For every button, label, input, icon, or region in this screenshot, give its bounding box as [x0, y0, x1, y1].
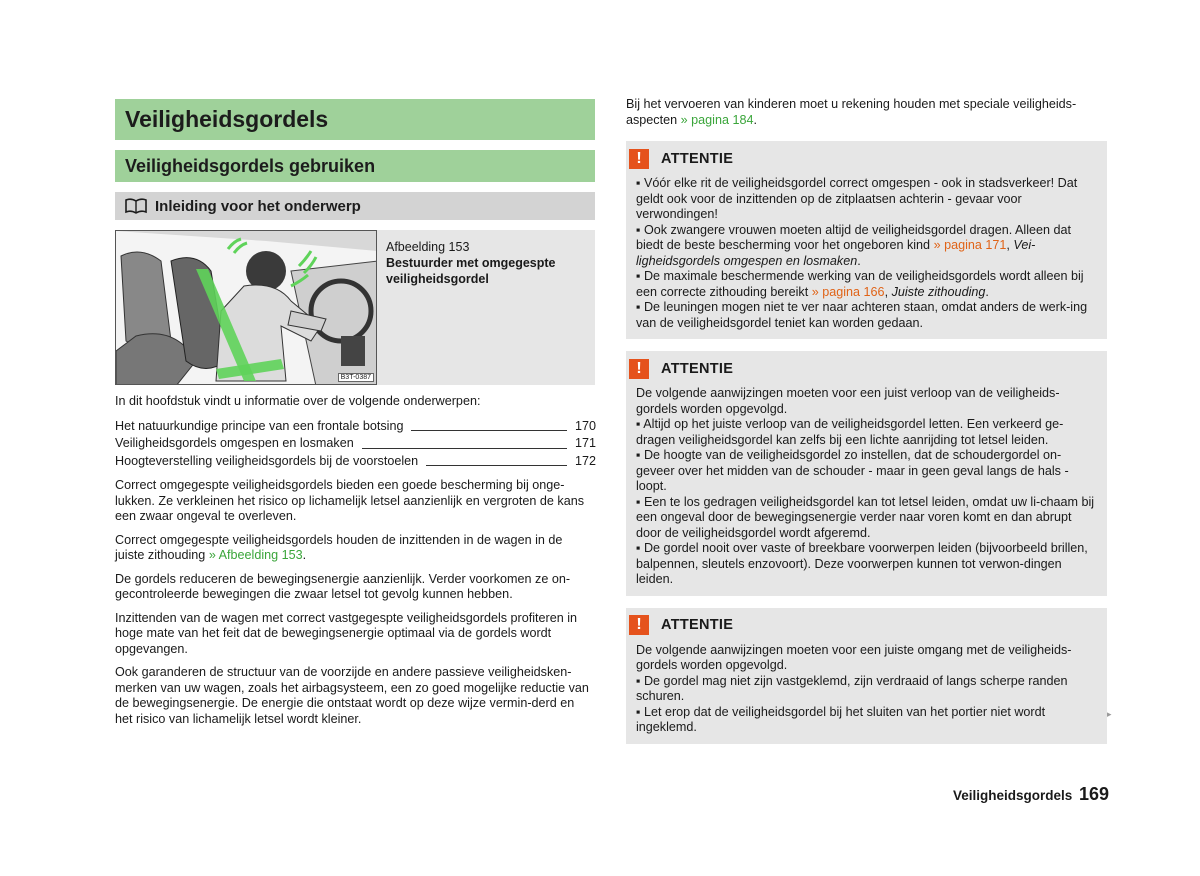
punctuation: , [1006, 238, 1014, 252]
warning-item: ▪ Let erop dat de veiligheidsgordel bij het sluiten van het portier niet wordt ingeklemd. [636, 704, 1046, 734]
warning-icon: ! [629, 149, 649, 169]
paragraph-text: ▪ Ook zwangere vrouwen moeten altijd de veiligheidsgordel dragen. Alleen dat biedt de beste bescherming voor het ongeboren kind [636, 222, 1072, 252]
warning-item: ▪ Altijd op het juiste verloop van de veiligheidsgordel letten. Een verkeerd ge-dragen veiligheidsgordel kan zelfs bij een lichte aanrijding tot letsel leiden. [636, 417, 1064, 447]
paragraph-text: Bij het vervoeren van kinderen moet u rekening houden met speciale veiligheids-aspecten [626, 97, 1077, 127]
leader-line [362, 448, 567, 449]
warning-title: ATTENTIE [661, 360, 734, 377]
leader-line [426, 465, 567, 466]
warning-item: De volgende aanwijzingen moeten voor een juiste omgang met de veiligheids-gordels worden opgevolgd. [636, 642, 1072, 672]
body-paragraph [115, 533, 595, 564]
topic-page: 170 [575, 418, 597, 433]
body-paragraph: Inzittenden van de wagen met correct vastgegespte veiligheidsgordels profiteren in hoge mate van het feit dat de bewegingsenergie optimaal via de gordels wordt opgevangen. [115, 610, 578, 656]
driver-with-seatbelt-illustration [116, 231, 377, 385]
punctuation: . [302, 548, 307, 562]
intro-text: In dit hoofdstuk vindt u informatie over de volgende onderwerpen: [115, 394, 481, 408]
body-paragraph: Ook garanderen de structuur van de voorzijde en andere passieve veiligheidsken-merken van uw wagen, zoals het airbagsysteem, een zo goed mogelijke reductie van de bewegingsenergie. De energie die ontstaat wordt op deze wijze vermin-derd en het risico van lichamelijk letsel wordt kleiner. [115, 665, 589, 726]
footer-chapter-title: Veiligheidsgordels [953, 788, 1073, 803]
punctuation: . [753, 112, 757, 127]
subtitle [115, 150, 595, 182]
section-heading-text: Inleiding voor het onderwerp [155, 197, 361, 215]
topic-title: Veiligheidsgordels omgespen en losmaken [115, 436, 354, 450]
warning-item: ▪ De hoogte van de veiligheidsgordel zo instellen, dat de schoudergordel on-geveer over het midden van de schouder - maar in geen geval langs de hals - loopt. [636, 448, 1069, 493]
figure-reference-link[interactable]: » Afbeelding 153 [208, 548, 303, 562]
topic-list [115, 418, 595, 471]
warning-item: ▪ Vóór elke rit de veiligheidsgordel correct omgespen - ook in stadsverkeer! Dat geldt ook voor de inzittenden op de zitplaatsen achterin - gevaar voor verwondingen! [636, 176, 1078, 221]
left-column [115, 99, 595, 727]
reference-title: Juiste zithouding [891, 284, 986, 299]
warning-icon: ! [629, 615, 649, 635]
figure-caption-text: Bestuurder met omgegespte veiligheidsgordel [386, 256, 556, 286]
book-icon [125, 198, 147, 214]
topic-page: 171 [575, 436, 597, 450]
warning-header [626, 608, 1107, 639]
next-page-arrow-icon[interactable]: ▸ [1107, 709, 1112, 719]
subtitle-text: Veiligheidsgordels gebruiken [125, 155, 376, 176]
topic-list-item[interactable] [115, 435, 595, 453]
warning-header [626, 141, 1107, 172]
warning-body [626, 639, 1107, 736]
topic-title: Hoogteverstelling veiligheidsgordels bij de voorstoelen [115, 453, 419, 468]
warning-title: ATTENTIE [661, 617, 734, 633]
section-heading [115, 192, 595, 220]
warning-header [626, 351, 1107, 382]
figure-label: Afbeelding 153 [386, 240, 470, 254]
warning-item: ▪ Een te los gedragen veiligheidsgordel kan tot letsel leiden, omdat uw li-chaam bij een ongeval door de bewegingsenergie verder naar voren komt en dan abrupt door de veiligheidsgordel wordt afgeremd. [636, 494, 1095, 540]
figure-image [115, 230, 377, 385]
page-reference-link[interactable]: » pagina 166 [811, 284, 885, 299]
warning-icon: ! [629, 359, 649, 379]
page-title [115, 99, 595, 140]
reference-title: Vei-ligheidsgordels omgespen en losmaken [636, 238, 1036, 268]
warning-item: ▪ De leuningen mogen niet te ver naar achteren staan, omdat anders de werk-ing van de veiligheidsgordel teniet kan worden gedaan. [636, 300, 1088, 330]
body-paragraph: De gordels reduceren de bewegingsenergie aanzienlijk. Verder voorkomen ze on-gecontroleerde bewegingen die zwaar letsel tot gevolg kunnen hebben. [115, 571, 571, 601]
warning-item [636, 269, 1097, 300]
warning-box [626, 141, 1107, 339]
punctuation: . [985, 284, 989, 299]
warning-item: ▪ De gordel nooit over vaste of breekbare voorwerpen leiden (bijvoorbeeld brillen, balpennen, sleutels enzovoort). Deze voorwerpen kunnen tot verwon-dingen leiden. [636, 541, 1088, 586]
warning-item [636, 223, 1097, 270]
warning-item: De volgende aanwijzingen moeten voor een juist verloop van de veiligheids-gordels worden opgevolgd. [636, 386, 1060, 416]
warning-title: ATTENTIE [661, 150, 734, 167]
topic-title: Het natuurkundige principe van een frontale botsing [115, 418, 404, 433]
figure-block [115, 230, 595, 385]
page-reference-link[interactable]: » pagina 184 [680, 112, 754, 127]
leader-line [411, 430, 567, 431]
punctuation: . [857, 253, 861, 268]
children-note [626, 97, 1107, 128]
page-reference-link[interactable]: » pagina 171 [933, 238, 1007, 252]
paragraph-text: Correct omgegespte veiligheidsgordels houden de inzittenden in de wagen in de juiste zithouding [115, 532, 563, 562]
topic-page: 172 [575, 453, 597, 468]
warning-body [626, 382, 1107, 588]
figure-caption [386, 239, 586, 287]
body-paragraph: Correct omgegespte veiligheidsgordels bieden een goede bescherming bij onge-lukken. Ze verkleinen het risico op lichamelijk letsel aanzienlijk en vergroten de kans een zwaar ongeval te overleven. [115, 478, 585, 523]
punctuation: , [884, 284, 892, 299]
warning-body [626, 172, 1107, 331]
warning-box [626, 351, 1107, 596]
paragraph-text: ▪ De maximale beschermende werking van de veiligheidsgordels wordt alleen bij een correcte zithouding bereikt [636, 269, 1084, 299]
warning-item: ▪ De gordel mag niet zijn vastgeklemd, zijn verdraaid of langs scherpe randen schuren. [636, 673, 1068, 703]
topic-list-item[interactable] [115, 453, 595, 471]
figure-code: B3T-0387 [338, 373, 374, 382]
right-column [626, 97, 1107, 744]
topic-list-item[interactable] [115, 418, 595, 436]
page-number: 169 [1079, 784, 1110, 804]
warning-box [626, 608, 1107, 744]
page-title-text: Veiligheidsgordels [125, 106, 329, 132]
